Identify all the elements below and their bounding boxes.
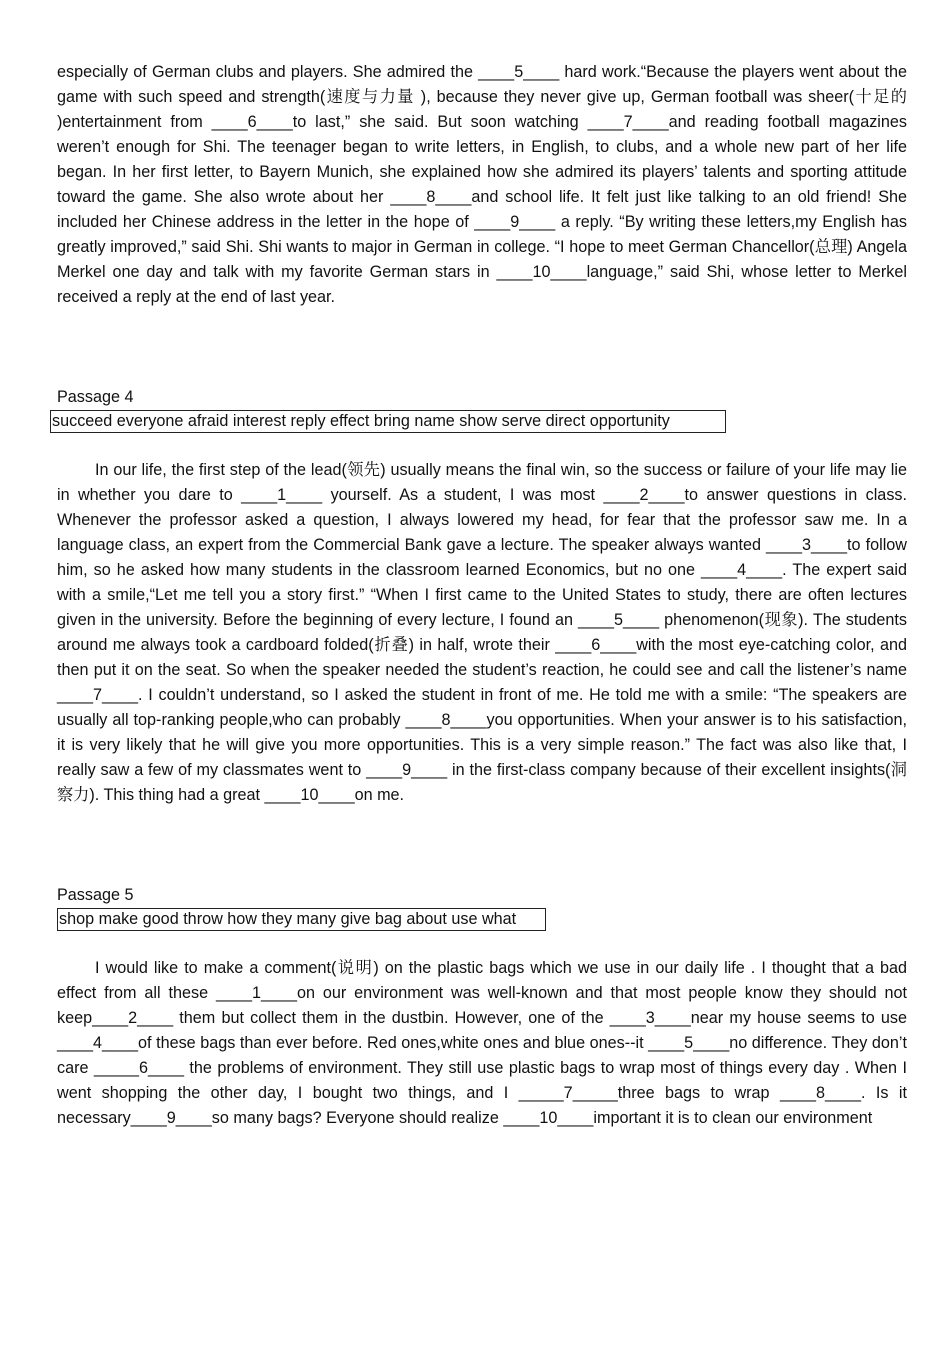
section-spacer [57,433,907,458]
passage-4-text: In our life, the first step of the lead(领先) usually means the final win, so the success or failure of your life may lie in whether you dare to ____1____ yourself. As a student, I was most ____2____to answer questions in class. Whenever the professor asked a question, I always lowered my head, for fear that the professor saw me. In a language class, an expert from the Commercial Bank gave a lecture. The speaker always wanted ____3____to follow him, so he asked how many students in the classroom learned Economics, but no one ____4____. The expert said with a smile,“Let me tell you a story first.” “When I first came to the United States to study, there are often lectures given in the university. Before the beginning of every lecture, I found an ____5____ phenomenon(现象). The students around me always took a cardboard folded(折叠) in half, wrote their ____6____with the most eye-catching color, and then put it on the seat. So when the speaker needed the student’s reaction, he could see and call the listener’s name ____7____. I couldn’t understand, so I asked the student in front of me. He told me with a smile: “The speakers are usually all top-ranking people,who can probably ____8____you opportunities. When your answer is to his satisfaction, it is very likely that he will give you more opportunities. This is a very simple reason.” The fact was also like that, I really saw a few of my classmates went to ____9____ in the first-class company because of their excellent insights(洞察力). This thing had a great ____10____on me. [57,461,907,804]
passage-5-word-box: shop make good throw how they many give bag about use what [57,908,546,931]
passage-4-word-box: succeed everyone afraid interest reply effect bring name show serve direct opportunity [50,410,726,433]
passage-5-title: Passage 5 [57,886,134,904]
passage-4-title: Passage 4 [57,388,134,406]
passage-3-continuation: especially of German clubs and players. She admired the ____5____ hard work.“Because the players went about the game with such speed and strength(速度与力量 ), because they never give up, German football was sheer(十足的 )entertainment from ____6____to last,” she said. But soon watching ____7____and reading football magazines weren’t enough for Shi. The teenager began to write letters, in English, to clubs, and a whole new part of her life began. In her first letter, to Bayern Munich, she explained how she admired its players’ talents and sporting attitude toward the game. She also wrote about her ____8____and school life. It felt just like talking to an old friend! She included her Chinese address in the letter in the hope of ____9____ a reply. “By writing these letters,my English has greatly improved,” said Shi. Shi wants to major in German in college. “I hope to meet German Chancellor(总理) Angela Merkel one day and talk with my favorite German stars in ____10____language,” said Shi, whose letter to Merkel received a reply at the end of last year. [57,63,907,306]
passage-5-text: I would like to make a comment(说明) on the plastic bags which we use in our daily life . I thought that a bad effect from all these ____1____on our environment was well-known and that most people know they should not keep____2____ them but collect them in the dustbin. However, one of the ____3____near my house seems to use ____4____of these bags than ever before. Red ones,white ones and blue ones--it ____5____no difference. They don’t care _____6____ the problems of environment. They still use plastic bags to wrap most of things every day . When I went shopping the other day, I bought two things, and I _____7_____three bags to wrap ____8____. Is it necessary____9____so many bags? Everyone should realize ____10____important it is to clean our environment [57,959,907,1127]
section-spacer [57,808,907,883]
section-spacer [57,931,907,956]
section-spacer [57,310,907,385]
document-page [52,60,907,1131]
